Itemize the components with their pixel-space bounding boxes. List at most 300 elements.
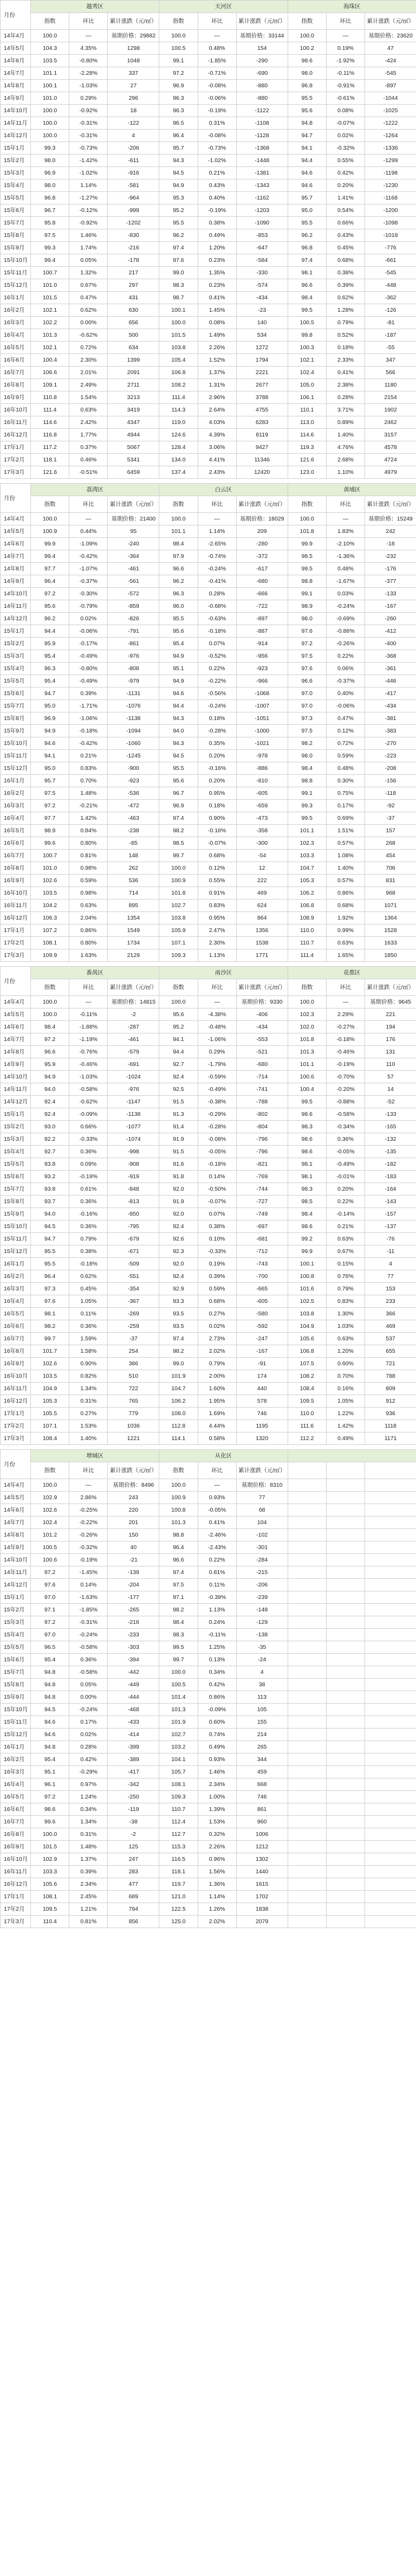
index-cell: 94.4 xyxy=(159,1046,198,1058)
index-cell: 97.2 xyxy=(31,1791,69,1803)
index-cell: 99.3 xyxy=(31,142,69,155)
index-cell: 121.0 xyxy=(159,1891,198,1903)
month-cell: 15年1月 xyxy=(1,625,31,638)
index-cell: 107.5 xyxy=(288,1358,326,1370)
index-cell: 103.8 xyxy=(159,912,198,924)
mom-cell: -0.61% xyxy=(326,92,365,105)
table-row xyxy=(1,1753,416,1766)
month-cell: 16年8月 xyxy=(1,1828,31,1841)
month-cell: 16年9月 xyxy=(1,875,31,887)
index-column-header xyxy=(288,1462,326,1479)
index-cell: 95.1 xyxy=(159,663,198,675)
index-cell: 97.6 xyxy=(288,625,326,638)
mom-cell: -1.85% xyxy=(198,55,236,67)
cumulative-cell: -581 xyxy=(108,179,159,192)
index-cell: 105.4 xyxy=(159,354,198,367)
cumulative-cell xyxy=(365,1666,416,1679)
cumulative-cell: -848 xyxy=(108,1183,159,1196)
cumulative-cell xyxy=(365,1841,416,1853)
index-cell: 95.3 xyxy=(159,192,198,204)
mom-cell xyxy=(326,1541,365,1554)
cumulative-cell: -361 xyxy=(365,663,416,675)
table-row xyxy=(1,454,416,466)
table-row xyxy=(1,1641,416,1654)
cumulative-cell: -472 xyxy=(108,800,159,812)
mom-cell: 0.70% xyxy=(326,1370,365,1383)
mom-cell: 4.35% xyxy=(69,42,108,55)
month-cell: 16年11月 xyxy=(1,900,31,912)
table-row xyxy=(1,638,416,650)
mom-cell: 0.68% xyxy=(198,1295,236,1308)
cumulative-cell: -886 xyxy=(236,762,288,775)
mom-cell: 0.28% xyxy=(198,588,236,600)
mom-cell: 1.51% xyxy=(326,825,365,837)
mom-cell: 0.48% xyxy=(326,563,365,575)
mom-cell xyxy=(326,1579,365,1591)
index-cell: 110.7 xyxy=(159,1803,198,1816)
mom-cell: 2.02% xyxy=(198,1916,236,1928)
cumulative-cell: -605 xyxy=(236,787,288,800)
index-cell: 96.8 xyxy=(288,80,326,92)
section-gap xyxy=(0,1445,416,1449)
cumulative-cell: 634 xyxy=(108,342,159,354)
mom-cell: 0.40% xyxy=(326,688,365,700)
cumulative-cell: -1343 xyxy=(236,179,288,192)
mom-cell: 0.08% xyxy=(198,317,236,329)
mom-cell: 0.13% xyxy=(198,1654,236,1666)
mom-cell: 1.37% xyxy=(69,1853,108,1866)
table-row xyxy=(1,1891,416,1903)
month-cell: 15年8月 xyxy=(1,1196,31,1208)
cumulative-cell: 153 xyxy=(365,1283,416,1295)
index-cell: 109.3 xyxy=(159,949,198,962)
mom-column-header: 环比 xyxy=(198,13,236,30)
mom-cell: 0.23% xyxy=(198,279,236,292)
index-cell xyxy=(288,1629,326,1641)
cumulative-cell: -129 xyxy=(236,1616,288,1629)
cumulative-cell: -461 xyxy=(108,563,159,575)
mom-cell: 0.38% xyxy=(198,1220,236,1233)
index-cell xyxy=(288,1853,326,1866)
mom-cell: 2.38% xyxy=(326,379,365,391)
mom-cell: 0.29% xyxy=(198,1046,236,1058)
index-cell: 106.8 xyxy=(288,900,326,912)
mom-cell: -0.01% xyxy=(326,1171,365,1183)
index-cell: 107.1 xyxy=(31,1420,69,1432)
cumulative-cell: 131 xyxy=(365,1046,416,1058)
month-cell: 15年5月 xyxy=(1,675,31,688)
cumulative-cell: -461 xyxy=(108,1033,159,1046)
mom-cell: 1.14% xyxy=(69,179,108,192)
index-cell: 96.8 xyxy=(288,242,326,254)
index-cell: 101.5 xyxy=(31,1841,69,1853)
cumulative-cell: 12420 xyxy=(236,466,288,479)
mom-cell: 0.45% xyxy=(326,242,365,254)
mom-cell: 2.42% xyxy=(69,416,108,429)
index-cell: 119.3 xyxy=(288,441,326,454)
index-cell: 97.6 xyxy=(31,1579,69,1591)
table-row xyxy=(1,775,416,787)
cumulative-cell: 1071 xyxy=(365,900,416,912)
index-cell: 96.4 xyxy=(159,130,198,142)
cumulative-cell: -1018 xyxy=(365,229,416,242)
table-row xyxy=(1,42,416,55)
cumulative-cell: -1381 xyxy=(236,167,288,179)
district-name: 番禺区 xyxy=(31,967,159,979)
mom-cell: -1.02% xyxy=(198,155,236,167)
mom-cell: 0.22% xyxy=(326,1196,365,1208)
mom-cell: 0.79% xyxy=(69,1233,108,1245)
table-row xyxy=(1,663,416,675)
index-cell: 103.3 xyxy=(31,1866,69,1878)
mom-cell: 0.84% xyxy=(69,825,108,837)
cumulative-cell: -434 xyxy=(236,1021,288,1033)
cumulative-cell xyxy=(365,1741,416,1753)
index-cell: 112.4 xyxy=(159,1816,198,1828)
table-row xyxy=(1,416,416,429)
index-cell xyxy=(288,1517,326,1529)
mom-cell: -0.49% xyxy=(326,1158,365,1171)
table-row xyxy=(1,1841,416,1853)
cumulative-cell: 1006 xyxy=(236,1828,288,1841)
table-row xyxy=(1,379,416,391)
month-cell: 16年3月 xyxy=(1,1766,31,1778)
index-cell xyxy=(288,1841,326,1853)
mom-cell xyxy=(326,1778,365,1791)
table-row xyxy=(1,1171,416,1183)
cumulative-cell: -1245 xyxy=(108,750,159,762)
table-row xyxy=(1,1604,416,1616)
index-cell: 104.1 xyxy=(159,1753,198,1766)
index-cell: 102.1 xyxy=(31,342,69,354)
index-cell: 96.9 xyxy=(31,712,69,725)
cumulative-cell: 3788 xyxy=(236,391,288,404)
index-cell xyxy=(288,1604,326,1616)
table-row xyxy=(1,304,416,317)
index-cell: 110.4 xyxy=(31,1916,69,1928)
cumulative-cell: 1850 xyxy=(365,949,416,962)
mom-cell: 0.86% xyxy=(198,1691,236,1704)
cumulative-cell: 1221 xyxy=(108,1432,159,1445)
cumulative-cell: 155 xyxy=(236,1716,288,1729)
mom-cell: 2.64% xyxy=(198,404,236,416)
cumulative-cell: 1528 xyxy=(365,924,416,937)
mom-cell xyxy=(326,1816,365,1828)
cumulative-cell: -830 xyxy=(108,229,159,242)
index-cell: 94.9 xyxy=(31,725,69,737)
mom-cell: -0.08% xyxy=(198,130,236,142)
cumulative-cell: -813 xyxy=(108,1196,159,1208)
cumulative-cell: 125 xyxy=(108,1841,159,1853)
mom-cell: — xyxy=(69,30,108,42)
cumulative-cell: 基期价格：8310 xyxy=(236,1479,288,1492)
cumulative-cell: -126 xyxy=(365,304,416,317)
month-cell: 15年9月 xyxy=(1,725,31,737)
index-cell: 114.1 xyxy=(159,1432,198,1445)
mom-cell: 1.42% xyxy=(326,1420,365,1432)
cumulative-cell: -659 xyxy=(236,800,288,812)
index-cell xyxy=(288,1616,326,1629)
mom-cell xyxy=(326,1716,365,1729)
mom-cell: -0.08% xyxy=(198,80,236,92)
index-column-header: 指数 xyxy=(159,496,198,513)
mom-cell xyxy=(326,1916,365,1928)
month-cell: 14年6月 xyxy=(1,538,31,550)
index-cell: 102.6 xyxy=(31,875,69,887)
cumulative-cell: -178 xyxy=(108,254,159,267)
index-cell: 97.5 xyxy=(31,787,69,800)
cumulative-cell: -157 xyxy=(365,1208,416,1220)
index-cell: 95.6 xyxy=(159,625,198,638)
index-cell: 100.0 xyxy=(159,996,198,1008)
mom-cell: 2.68% xyxy=(326,454,365,466)
cumulative-cell: -712 xyxy=(236,1245,288,1258)
mom-cell: -0.46% xyxy=(69,1058,108,1071)
cumulative-cell: -383 xyxy=(365,725,416,737)
district-name: 天河区 xyxy=(159,1,288,13)
cumulative-cell: -1077 xyxy=(108,1121,159,1133)
table-row xyxy=(1,1345,416,1358)
mom-cell: 0.42% xyxy=(198,1679,236,1691)
district-name: 增城区 xyxy=(31,1450,159,1462)
mom-cell: -0.29% xyxy=(198,1108,236,1121)
table-row xyxy=(1,1295,416,1308)
mom-cell xyxy=(326,1517,365,1529)
mom-cell: 0.47% xyxy=(326,712,365,725)
month-cell: 16年11月 xyxy=(1,1866,31,1878)
month-cell: 17年3月 xyxy=(1,466,31,479)
index-cell: 101.8 xyxy=(288,525,326,538)
index-cell: 92.0 xyxy=(159,1183,198,1196)
index-cell: 94.6 xyxy=(31,737,69,750)
index-cell: 99.6 xyxy=(31,1816,69,1828)
index-cell: 105.9 xyxy=(159,924,198,937)
mom-cell: -0.56% xyxy=(198,688,236,700)
mom-cell: -0.05% xyxy=(198,1504,236,1517)
cumulative-column-header: 累计涨跌（元/㎡） xyxy=(108,979,159,996)
mom-cell: 0.31% xyxy=(69,1828,108,1841)
cumulative-cell: -354 xyxy=(108,1283,159,1295)
index-cell: 95.6 xyxy=(159,775,198,787)
cumulative-cell: 4 xyxy=(236,1666,288,1679)
mom-cell: 0.39% xyxy=(69,1866,108,1878)
index-column-header: 指数 xyxy=(31,13,69,30)
index-cell: 98.8 xyxy=(288,775,326,787)
month-cell: 15年6月 xyxy=(1,204,31,217)
index-cell: 96.4 xyxy=(159,1541,198,1554)
cumulative-cell: -1202 xyxy=(108,217,159,229)
cumulative-cell: -998 xyxy=(108,1146,159,1158)
mom-cell: 1.40% xyxy=(69,1432,108,1445)
index-cell: 102.7 xyxy=(159,900,198,912)
index-cell: 110.0 xyxy=(288,924,326,937)
mom-cell: 0.90% xyxy=(198,812,236,825)
cumulative-cell: -1368 xyxy=(236,142,288,155)
mom-cell: 0.57% xyxy=(326,837,365,850)
cumulative-cell: -208 xyxy=(365,762,416,775)
mom-cell: -0.31% xyxy=(69,117,108,130)
mom-cell: 1.34% xyxy=(69,1383,108,1395)
index-cell: 104.9 xyxy=(31,1383,69,1395)
mom-cell: 0.18% xyxy=(198,800,236,812)
cumulative-cell: -690 xyxy=(236,67,288,80)
mom-cell: 1.13% xyxy=(198,1604,236,1616)
cumulative-cell: -580 xyxy=(236,1308,288,1320)
index-cell: 97.6 xyxy=(288,663,326,675)
price-table xyxy=(0,483,416,962)
cumulative-cell: -406 xyxy=(236,1008,288,1021)
table-row xyxy=(1,1866,416,1878)
mom-cell: 0.30% xyxy=(326,775,365,787)
cumulative-cell: -509 xyxy=(108,1258,159,1270)
table-row xyxy=(1,1791,416,1803)
table-row xyxy=(1,441,416,454)
mom-cell: — xyxy=(69,1479,108,1492)
cumulative-cell: -434 xyxy=(365,700,416,712)
cumulative-column-header: 累计涨跌（元/㎡） xyxy=(108,13,159,30)
cumulative-cell: 110 xyxy=(365,1058,416,1071)
cumulative-cell: 5341 xyxy=(108,454,159,466)
cumulative-cell xyxy=(365,1803,416,1816)
cumulative-cell: -956 xyxy=(236,650,288,663)
index-column-header: 指数 xyxy=(31,496,69,513)
cumulative-cell: 1902 xyxy=(365,404,416,416)
cumulative-cell: 150 xyxy=(108,1529,159,1541)
index-column-header: 指数 xyxy=(288,496,326,513)
cumulative-cell: -442 xyxy=(108,1666,159,1679)
index-cell xyxy=(288,1691,326,1704)
mom-cell: -1.09% xyxy=(69,538,108,550)
table-row xyxy=(1,563,416,575)
mom-cell: -0.30% xyxy=(69,588,108,600)
month-cell: 15年11月 xyxy=(1,1233,31,1245)
mom-cell: -0.31% xyxy=(69,1616,108,1629)
month-cell: 16年1月 xyxy=(1,1258,31,1270)
index-cell: 107.1 xyxy=(159,937,198,949)
month-cell: 15年12月 xyxy=(1,1245,31,1258)
index-cell: 102.5 xyxy=(288,1295,326,1308)
index-cell: 100.5 xyxy=(159,1679,198,1691)
table-row xyxy=(1,525,416,538)
mom-column-header: 环比 xyxy=(198,496,236,513)
index-cell: 95.5 xyxy=(159,762,198,775)
cumulative-cell xyxy=(365,1753,416,1766)
mom-cell: 0.67% xyxy=(69,279,108,292)
mom-cell xyxy=(326,1679,365,1691)
mom-cell: -0.69% xyxy=(326,613,365,625)
month-cell: 15年12月 xyxy=(1,279,31,292)
mom-cell: 1.45% xyxy=(198,304,236,317)
index-cell: 103.2 xyxy=(159,1741,198,1753)
cumulative-cell: 4724 xyxy=(365,454,416,466)
month-cell: 16年11月 xyxy=(1,416,31,429)
mom-column-header: 环比 xyxy=(69,496,108,513)
mom-cell: 1.26% xyxy=(198,1903,236,1916)
cumulative-cell: 297 xyxy=(108,279,159,292)
cumulative-cell: -521 xyxy=(236,1046,288,1058)
mom-cell: 0.79% xyxy=(326,317,365,329)
index-cell: 93.5 xyxy=(159,1308,198,1320)
cumulative-cell xyxy=(365,1579,416,1591)
mom-column-header: 环比 xyxy=(69,1462,108,1479)
table-row xyxy=(1,329,416,342)
mom-cell: — xyxy=(198,513,236,525)
index-cell: 98.0 xyxy=(31,155,69,167)
month-cell: 16年5月 xyxy=(1,1791,31,1803)
mom-column-header: 环比 xyxy=(198,979,236,996)
column-header-row xyxy=(1,496,416,513)
mom-cell: 0.34% xyxy=(198,1666,236,1679)
index-cell: 96.8 xyxy=(31,192,69,204)
index-cell: 107.2 xyxy=(31,924,69,937)
cumulative-cell: -853 xyxy=(236,229,288,242)
mom-cell: -0.05% xyxy=(326,1146,365,1158)
index-cell: 96.6 xyxy=(288,675,326,688)
cumulative-cell: -473 xyxy=(236,812,288,825)
cumulative-cell: 746 xyxy=(236,1791,288,1803)
index-cell: 98.0 xyxy=(31,179,69,192)
cumulative-cell: -1203 xyxy=(236,204,288,217)
mom-cell: 0.79% xyxy=(198,1358,236,1370)
index-cell: 94.6 xyxy=(288,179,326,192)
cumulative-cell: -551 xyxy=(108,1270,159,1283)
mom-cell: 0.68% xyxy=(198,850,236,862)
mom-cell: — xyxy=(326,513,365,525)
cumulative-cell: 214 xyxy=(236,1729,288,1741)
table-row xyxy=(1,155,416,167)
table-row xyxy=(1,887,416,900)
month-cell: 14年8月 xyxy=(1,80,31,92)
cumulative-cell: -177 xyxy=(108,1591,159,1604)
index-cell: 96.5 xyxy=(159,117,198,130)
cumulative-cell: -821 xyxy=(236,1158,288,1171)
index-cell: 96.6 xyxy=(159,563,198,575)
mom-cell: 0.49% xyxy=(198,1741,236,1753)
index-cell: 97.9 xyxy=(159,550,198,563)
mom-cell: -0.21% xyxy=(69,800,108,812)
cumulative-cell: -923 xyxy=(236,663,288,675)
mom-cell: 0.31% xyxy=(198,117,236,130)
index-cell: 103.5 xyxy=(31,1370,69,1383)
index-cell: 91.6 xyxy=(159,1158,198,1171)
month-cell: 16年8月 xyxy=(1,862,31,875)
cumulative-cell: 3213 xyxy=(108,391,159,404)
mom-cell: 0.02% xyxy=(69,613,108,625)
cumulative-cell: -400 xyxy=(365,638,416,650)
section-2 xyxy=(0,966,416,1445)
mom-cell: 0.12% xyxy=(198,862,236,875)
index-cell: 118.1 xyxy=(31,454,69,466)
mom-column-header: 环比 xyxy=(326,496,365,513)
cumulative-cell xyxy=(365,1916,416,1928)
month-cell: 16年1月 xyxy=(1,1741,31,1753)
cumulative-cell: -468 xyxy=(108,1704,159,1716)
index-cell: 99.1 xyxy=(159,55,198,67)
table-row xyxy=(1,850,416,862)
mom-cell: 0.37% xyxy=(69,441,108,454)
mom-cell: -0.11% xyxy=(326,67,365,80)
index-cell: 96.7 xyxy=(159,787,198,800)
cumulative-cell: -364 xyxy=(108,550,159,563)
mom-cell: 0.41% xyxy=(198,1517,236,1529)
month-cell: 15年10月 xyxy=(1,254,31,267)
month-cell: 16年9月 xyxy=(1,1358,31,1370)
mom-cell: -0.28% xyxy=(198,725,236,737)
index-cell: 104.7 xyxy=(288,862,326,875)
mom-cell: -0.31% xyxy=(69,130,108,142)
cumulative-cell: 459 xyxy=(236,1766,288,1778)
index-cell: 96.9 xyxy=(159,800,198,812)
